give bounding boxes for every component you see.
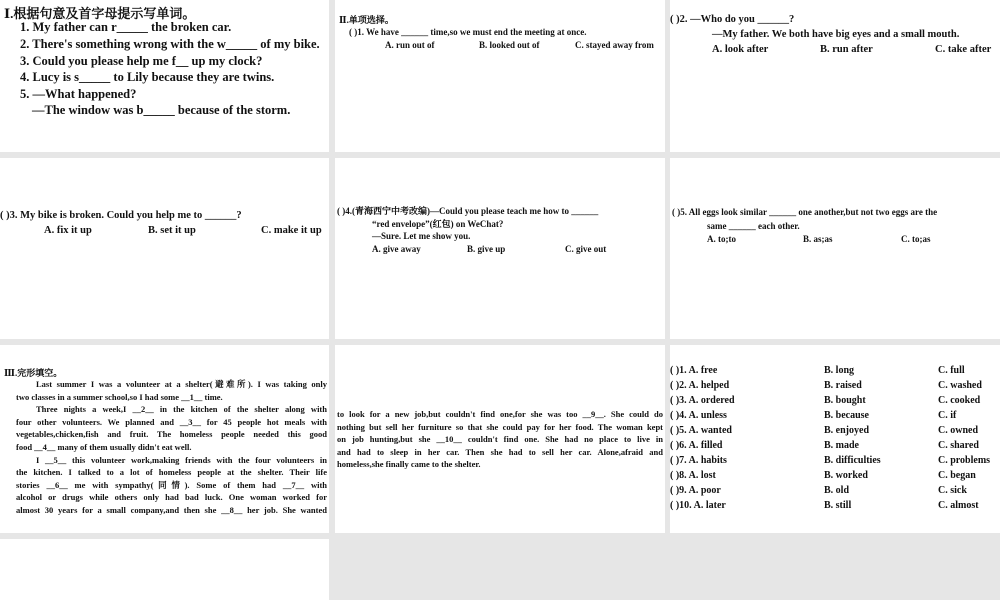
option-c: C. shared bbox=[938, 440, 979, 451]
passage-line: food __4__ many of them usually didn't eat well. bbox=[16, 441, 192, 452]
question-stem: ( )5. All eggs look similar ______ one another,but not two eggs are the bbox=[672, 207, 938, 217]
option-b: B. give up bbox=[467, 244, 506, 254]
option-a: ( )2. A. helped bbox=[670, 380, 730, 391]
passage-line: nothing but sell her furniture so that she could pay for her food. The woman kept bbox=[337, 421, 663, 432]
section-heading-3: Ⅲ.完形填空。 bbox=[4, 368, 63, 378]
panel-choice-q2 bbox=[670, 0, 1000, 152]
option-b: B. set it up bbox=[148, 225, 196, 236]
question-item: 1. My father can r_____ the broken car. bbox=[20, 20, 232, 34]
cloze-options-table bbox=[670, 365, 1000, 525]
option-c: C. almost bbox=[938, 500, 979, 511]
question-stem: ( )3. My bike is broken. Could you help me to ______? bbox=[0, 210, 242, 221]
passage-line: almost 30 years for a small company,and then she __8__ her job. She wanted bbox=[16, 504, 327, 515]
question-item: 4. Lucy is s_____ to Lily because they are twins. bbox=[20, 70, 275, 84]
option-c: C. sick bbox=[938, 485, 967, 496]
option-b: B. old bbox=[824, 485, 850, 496]
option-b: B. looked out of bbox=[479, 40, 540, 50]
option-a: ( )8. A. lost bbox=[670, 470, 716, 481]
panel-cloze-options bbox=[670, 345, 1000, 533]
option-c: C. stayed away from bbox=[575, 40, 654, 50]
option-c: C. full bbox=[938, 365, 965, 376]
option-c: C. to;as bbox=[901, 234, 931, 244]
passage-line: to look for a new job,but couldn't find one,for she was too __9__. She could do bbox=[337, 409, 663, 419]
section-heading-1: Ⅰ.根据句意及首字母提示写单词。 bbox=[4, 6, 196, 21]
passage-line: I __5__ this volunteer work,making friends with the four volunteers in bbox=[36, 454, 327, 465]
question-line: —Sure. Let me show you. bbox=[372, 231, 471, 241]
option-a: A. give away bbox=[372, 244, 421, 254]
cloze-passage-continued bbox=[337, 408, 663, 471]
option-b: B. made bbox=[824, 440, 859, 451]
passage-line: and had to sleep in her car. Then she had to sell her car. Alone,afraid and bbox=[337, 446, 663, 457]
passage-line: Last summer I was a volunteer at a shelter(避难所). I was taking only bbox=[36, 379, 327, 389]
passage-line: homeless,she finally came to the shelter. bbox=[337, 459, 481, 470]
option-b: B. raised bbox=[824, 380, 862, 391]
option-c: C. began bbox=[938, 470, 976, 481]
option-c: C. washed bbox=[938, 380, 982, 391]
passage-line: two classes in a summer school,so I had some __1__ time. bbox=[16, 391, 223, 402]
option-a: ( )7. A. habits bbox=[670, 455, 727, 466]
question-item: 3. Could you please help me f__ up my clock? bbox=[20, 54, 263, 68]
question-item: —The window was b_____ because of the storm. bbox=[32, 103, 291, 117]
passage-line: on job hunting,but she __10__ couldn't find one. She had no place to live in bbox=[337, 434, 663, 445]
panel-choice-q4 bbox=[335, 158, 665, 339]
option-a: ( )4. A. unless bbox=[670, 410, 727, 421]
question-line: same ______ each other. bbox=[707, 221, 800, 231]
option-c: C. owned bbox=[938, 425, 979, 436]
option-c: C. give out bbox=[565, 244, 607, 254]
option-a: ( )5. A. wanted bbox=[670, 425, 732, 436]
question-stem: ( )1. We have ______ time,so we must end the meeting at once. bbox=[349, 27, 587, 37]
passage-line: vegetables,chicken,fish and fruit. The homeless people needed this good bbox=[16, 429, 327, 440]
option-b: B. bought bbox=[824, 395, 866, 406]
option-b: B. long bbox=[824, 365, 855, 376]
panel-blank bbox=[0, 539, 329, 600]
question-stem: ( )2. —Who do you ______? bbox=[670, 14, 795, 25]
option-b: B. enjoyed bbox=[824, 425, 869, 436]
option-a: ( )10. A. later bbox=[670, 500, 726, 511]
passage-line: Three nights a week,I __2__ in the kitchen of the shelter along with bbox=[36, 404, 327, 415]
question-stem: ( )4.(青海西宁中考改编)—Could you please teach me how to ______ bbox=[337, 206, 599, 216]
option-b: B. as;as bbox=[803, 234, 833, 244]
option-b: B. difficulties bbox=[824, 455, 881, 466]
question-line: —My father. We both have big eyes and a small mouth. bbox=[712, 29, 960, 40]
panel-choice-q3 bbox=[0, 158, 329, 339]
section-heading-2: Ⅱ.单项选择。 bbox=[339, 15, 394, 25]
option-a: A. run out of bbox=[385, 40, 435, 50]
option-b: B. still bbox=[824, 500, 852, 511]
panel-cloze-passage-2 bbox=[335, 345, 665, 533]
option-a: ( )1. A. free bbox=[670, 365, 718, 376]
option-a: A. to;to bbox=[707, 234, 736, 244]
passage-line: stories __6__ me with sympathy(同情). Some of them had __7__ with bbox=[16, 479, 327, 490]
panel-choice-q5 bbox=[670, 158, 1000, 339]
option-b: B. because bbox=[824, 410, 869, 421]
panel-cloze-passage-1 bbox=[0, 345, 329, 533]
cloze-passage bbox=[16, 378, 327, 517]
question-line: “red envelope”(红包) on WeChat? bbox=[372, 219, 504, 229]
question-item: 2. There's something wrong with the w_____ of my bike. bbox=[20, 37, 320, 51]
option-a: ( )9. A. poor bbox=[670, 485, 721, 496]
panel-word-spelling bbox=[0, 0, 329, 152]
panel-choice-q1 bbox=[335, 0, 665, 152]
question-item: 5. —What happened? bbox=[20, 87, 137, 101]
passage-line: alcohol or drugs while others only had bad luck. One woman worked for bbox=[16, 492, 327, 503]
passage-line: the kitchen. I talked to a lot of homeless people at the shelter. Their life bbox=[16, 467, 327, 478]
option-b: B. worked bbox=[824, 470, 868, 481]
option-a: A. fix it up bbox=[44, 225, 92, 236]
option-c: C. problems bbox=[938, 455, 991, 466]
option-a: ( )3. A. ordered bbox=[670, 395, 735, 406]
option-c: C. make it up bbox=[261, 225, 322, 236]
option-c: C. if bbox=[938, 410, 957, 421]
passage-line: four other volunteers. We planned and __3__ for 45 people hot meals with bbox=[16, 416, 327, 427]
option-a: A. look after bbox=[712, 44, 769, 55]
option-a: ( )6. A. filled bbox=[670, 440, 723, 451]
option-b: B. run after bbox=[820, 44, 873, 55]
option-c: C. take after bbox=[935, 44, 992, 55]
option-c: C. cooked bbox=[938, 395, 981, 406]
